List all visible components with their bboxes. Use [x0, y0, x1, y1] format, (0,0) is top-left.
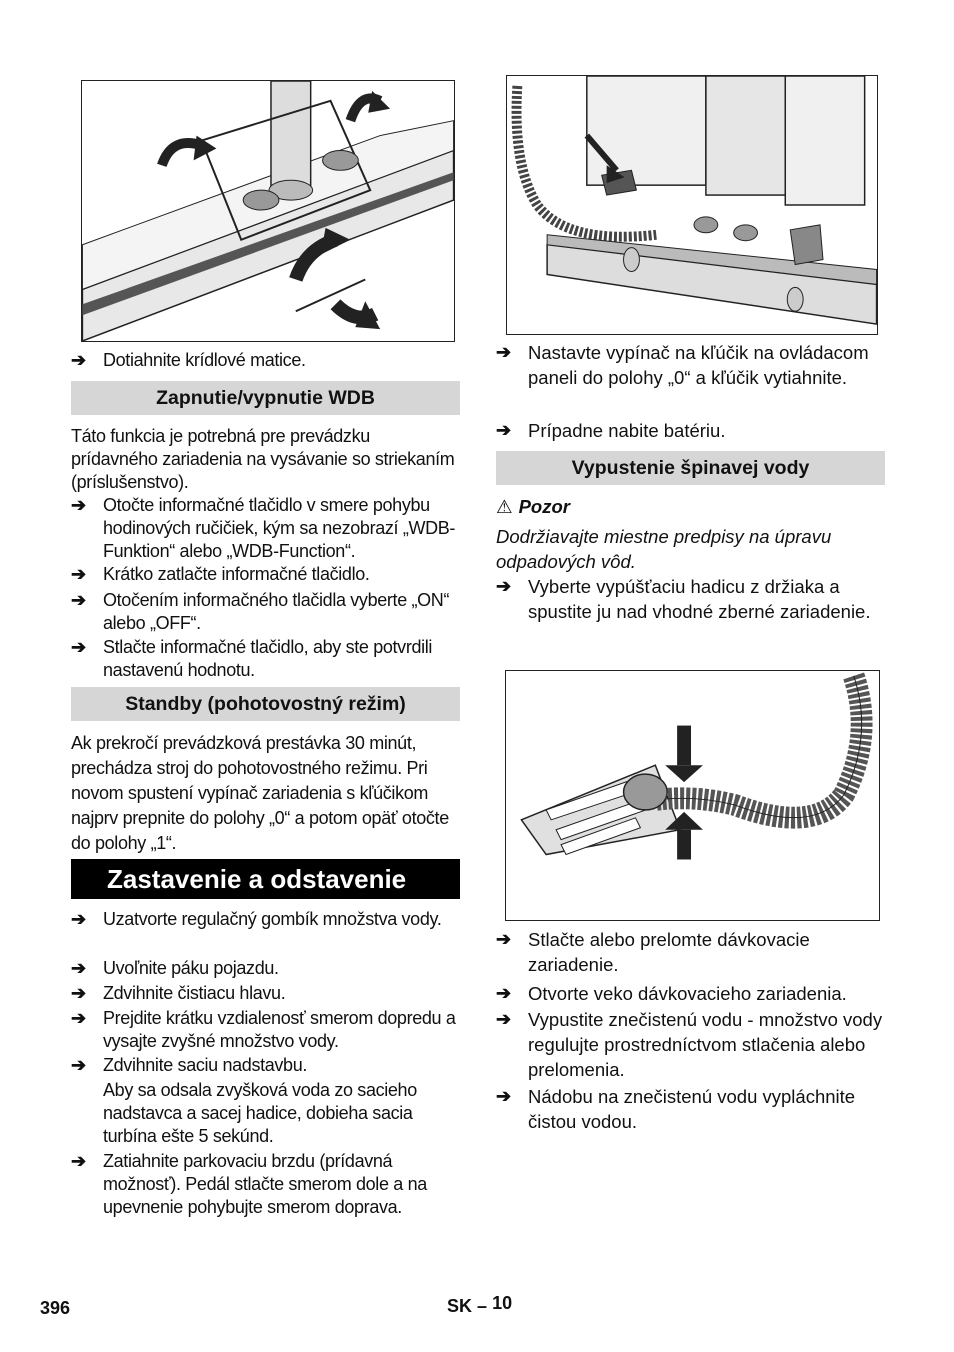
key-step: ➔ Prípadne nabite batériu.: [496, 420, 726, 441]
key-step: ➔ Nastavte vypínač na kľúčik na ovládacom paneli do polohy „0“ a kľúčik vytiahnite.: [496, 342, 869, 388]
arrow-right-icon: ➔: [71, 564, 86, 584]
squeegee-illustration: [82, 81, 454, 341]
figure-squeegee-wing-nuts: [81, 80, 455, 342]
stop-step: ➔ Uvoľnite páku pojazdu.: [71, 958, 279, 978]
arrow-right-icon: ➔: [71, 495, 86, 515]
drain-step: ➔ Vyberte vypúšťaciu hadicu z držiaka a spustite ju nad vhodné zberné zariadenie.: [496, 576, 871, 622]
wdb-step: ➔ Otočte informačné tlačidlo v smere pohybu hodinových ručičiek, kým sa nezobrazí „WDB-Funktion“ alebo „WDB-Function“.: [71, 495, 456, 561]
stop-step-brake: ➔ Zatiahnite parkovaciu brzdu (prídavná možnosť). Pedál stlačte smerom dole a na upevnenie pohybujte smerom doprava.: [71, 1151, 427, 1217]
arrow-right-icon: ➔: [71, 350, 86, 370]
stop-step: ➔ Zdvihnite saciu nadstavbu.: [71, 1055, 308, 1075]
stop-step: ➔ Zdvihnite čistiacu hlavu.: [71, 983, 286, 1003]
page-number: 396: [40, 1298, 71, 1318]
wdb-step: ➔ Krátko zatlačte informačné tlačidlo.: [71, 564, 370, 584]
heading-wdb: Zapnutie/vypnutie WDB: [71, 381, 460, 415]
arrow-right-icon: ➔: [71, 1055, 86, 1075]
wdb-step: ➔ Otočením informačného tlačidla vyberte „ON“ alebo „OFF“.: [71, 590, 450, 633]
standby-text: Ak prekročí prevádzková prestávka 30 minút, prechádza stroj do pohotovostného režimu. Pri novom spustení vypínač zariadenia s kľúčikom najprv prepnite do polohy „0“ a potom opäť otočte do polohy „1“.: [71, 733, 449, 853]
after-step: ➔ Otvorte veko dávkovacieho zariadenia.: [496, 983, 847, 1004]
caution-text: Dodržiavajte miestne predpisy na úpravu odpadových vôd.: [496, 526, 832, 572]
arrow-right-icon: ➔: [71, 909, 86, 929]
after-step: ➔ Nádobu na znečistenú vodu vypláchnite čistou vodou.: [496, 1086, 856, 1132]
warning-triangle-icon: ⚠: [496, 496, 513, 517]
footer-dash: –: [477, 1296, 488, 1316]
arrow-right-icon: ➔: [496, 420, 512, 440]
arrow-right-icon: ➔: [71, 983, 86, 1003]
stop-step: ➔ Prejdite krátku vzdialenosť smerom dopredu a vysajte zvyšné množstvo vody.: [71, 1008, 456, 1051]
footer-section: [447, 1293, 513, 1317]
stop-note: Aby sa odsala zvyšková voda zo sacieho nadstavca a sacej hadice, dobieha sacia turbína ešte 5 sekúnd.: [103, 1080, 417, 1146]
wdb-step: ➔ Stlačte informačné tlačidlo, aby ste potvrdili nastavenú hodnotu.: [71, 637, 433, 680]
arrow-right-icon: ➔: [71, 637, 86, 657]
after-step: ➔ Vypustite znečistenú vodu - množstvo vody regulujte prostredníctvom stlačenia alebo prelomenia.: [496, 1009, 883, 1080]
heading-standby: Standby (pohotovostný režim): [71, 687, 460, 721]
figure-drain-hose: [505, 670, 880, 921]
arrow-right-icon: ➔: [71, 958, 86, 978]
heading-stop: Zastavenie a odstavenie: [71, 859, 460, 899]
heading-drain: Vypustenie špinavej vody: [496, 451, 885, 485]
arrow-right-icon: ➔: [71, 1151, 86, 1171]
arrow-right-icon: ➔: [496, 1086, 512, 1106]
after-step: ➔ Stlačte alebo prelomte dávkovacie zariadenie.: [496, 929, 810, 975]
figure-parking-pedal: [506, 75, 878, 335]
machine-illustration: [507, 76, 877, 334]
arrow-right-icon: ➔: [71, 590, 86, 610]
arrow-right-icon: ➔: [71, 1008, 86, 1028]
wdb-intro: Táto funkcia je potrebná pre prevádzku prídavného zariadenia na vysávanie so striekaním (príslušenstvo).: [71, 426, 455, 492]
footer-lang: SK: [447, 1296, 473, 1316]
caution-label: ⚠ Pozor: [496, 496, 570, 517]
footer-section-page: 10: [492, 1293, 513, 1313]
arrow-right-icon: ➔: [496, 1009, 512, 1029]
stop-step: ➔ Uzatvorte regulačný gombík množstva vody.: [71, 909, 442, 929]
arrow-right-icon: ➔: [496, 929, 512, 949]
hose-illustration: [506, 671, 879, 920]
arrow-right-icon: ➔: [496, 342, 512, 362]
arrow-right-icon: ➔: [496, 576, 512, 596]
step-tighten-nuts: ➔ Dotiahnite krídlové matice.: [71, 350, 306, 370]
arrow-right-icon: ➔: [496, 983, 512, 1003]
